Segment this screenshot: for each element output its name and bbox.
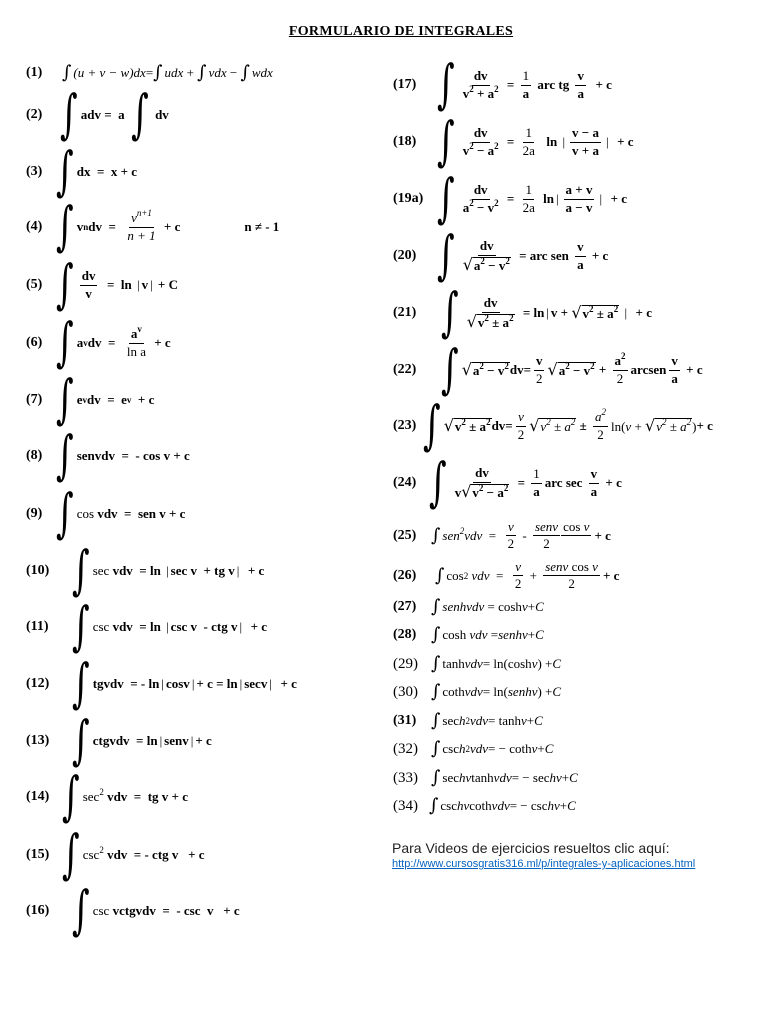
formula-expression: ∫ e v dv = e v + c bbox=[56, 369, 155, 431]
formula-33 bbox=[393, 769, 578, 787]
formula-expression: ∫ a v dv = $\frac{a^v}{\text{ln a}}$ + c bbox=[56, 312, 171, 374]
formula-expression: ∫ csc h 2 vdv = − coth v + C bbox=[431, 738, 554, 759]
formula-6 bbox=[26, 312, 171, 374]
formula-expression: ∫ $\csc^2$ vdv = - ctg v + c bbox=[62, 824, 205, 886]
formula-expression: ∫ sen$^2$vdv = $\frac{v}{2}$ - $\frac{\text{senv}}{2}$ cos v + c bbox=[431, 519, 611, 552]
formula-number: (1) bbox=[26, 65, 43, 80]
formula-expression: ∫ v n dv = $\frac{v^{n+1}}{n + 1}$ + c n ≠ - 1 bbox=[56, 196, 280, 258]
formula-expression: ∫ dv v √ $v^2 - a^2$ = $\frac{1}{a}$ arc sec $\frac{v}{a}$ + c bbox=[429, 452, 622, 514]
formula-expression: ∫ senvdv = - cos v + c bbox=[56, 425, 190, 487]
formula-expression: ∫ cosh vdv = senhv + C bbox=[431, 624, 544, 645]
formula-expression: ∫ √ $v^2 \pm a^2$ dv= $\frac{v}{2}$ √ $v^2 \pm a^2$ ± $\frac{a^2}{2}$ ln(v + √ $v^2 \pm a^2$ ) + c bbox=[423, 395, 713, 457]
formula-13 bbox=[26, 710, 212, 772]
formula-14 bbox=[26, 766, 188, 828]
formula-expression: ∫ dx = x + c bbox=[56, 141, 138, 203]
formula-19a bbox=[393, 168, 628, 230]
formula-31 bbox=[393, 712, 543, 730]
formula-expression: ∫ tgvdv = - ln | cosv | + c = ln | secv | + c bbox=[72, 653, 297, 715]
formula-2 bbox=[26, 84, 169, 146]
formula-20 bbox=[393, 225, 609, 287]
formula-number: (8) bbox=[26, 448, 43, 463]
formula-26 bbox=[393, 560, 619, 592]
formula-number: (20) bbox=[393, 248, 417, 263]
formula-number: (2) bbox=[26, 107, 43, 122]
page-title: FORMULARIO DE INTEGRALES bbox=[288, 24, 514, 39]
formula-expression: ∫ sec h 2 vdv = tanh v + C bbox=[431, 710, 543, 731]
formula-21 bbox=[393, 282, 652, 344]
formula-number: (14) bbox=[26, 789, 50, 804]
formula-4 bbox=[26, 196, 280, 258]
formula-24 bbox=[393, 452, 622, 514]
formula-expression: ∫ cos vdv = sen v + c bbox=[56, 483, 186, 545]
formula-1 bbox=[26, 64, 273, 82]
formula-number: (13) bbox=[26, 733, 50, 748]
formula-number: (16) bbox=[26, 903, 50, 918]
formula-expression: ∫ $\frac{dv}{v^2 - a^2}$ = $\frac{1}{2a}$ ln | $\frac{v - a}{v + a}$ | + c bbox=[437, 111, 634, 173]
formula-expression: ∫ csc hv coth vdv = − csc hv + C bbox=[429, 795, 576, 816]
videos-link[interactable]: http://www.cursosgratis316.ml/p/integrales-y-aplicaciones.html bbox=[392, 858, 696, 870]
formula-number: (21) bbox=[393, 305, 417, 320]
formula-12 bbox=[26, 653, 297, 715]
formula-17 bbox=[393, 54, 612, 116]
formula-28 bbox=[393, 626, 544, 644]
formula-29 bbox=[393, 655, 561, 673]
formula-number: (7) bbox=[26, 392, 43, 407]
formula-27 bbox=[393, 598, 544, 616]
formula-number: (22) bbox=[393, 362, 417, 377]
formula-number: (19a) bbox=[393, 191, 424, 206]
formula-condition: n ≠ - 1 bbox=[244, 219, 280, 234]
formula-expression: ∫ sec vdv = ln | sec v + tg v | + c bbox=[72, 540, 265, 602]
formula-23 bbox=[393, 395, 713, 457]
formula-number: (29) bbox=[393, 655, 418, 672]
formula-number: (12) bbox=[26, 676, 50, 691]
formula-number: (28) bbox=[393, 627, 417, 642]
formula-expression: ∫ coth vdv = ln( senhv ) + C bbox=[431, 681, 562, 702]
formula-9 bbox=[26, 483, 186, 545]
formula-expression: ∫ (u + v − w)dx = ∫ udx + ∫ vdx − ∫ wdx bbox=[62, 62, 273, 83]
formula-expression: ∫ csc vdv = ln | csc v - ctg v | + c bbox=[72, 596, 267, 658]
formula-expression: ∫ dv √ $v^2 \pm a^2$ = ln | v + √ $v^2 \pm a^2$ | + c bbox=[441, 282, 652, 344]
formula-expression: ∫ csc vctgvdv = - csc v + c bbox=[72, 880, 240, 942]
formula-11 bbox=[26, 596, 267, 658]
formula-expression: ∫ dv √ $a^2 - v^2$ = arc sen $\frac{v}{a}$ + c bbox=[437, 225, 609, 287]
formula-number: (17) bbox=[393, 77, 417, 92]
formula-number: (24) bbox=[393, 475, 417, 490]
formula-number: (5) bbox=[26, 277, 43, 292]
formula-expression: ∫ cos 2 vdv = $\frac{v}{2}$ + $\frac{\text{senv cos v}}{2}$ + c bbox=[435, 559, 620, 592]
formula-number: (25) bbox=[393, 527, 417, 543]
formula-number: (18) bbox=[393, 134, 417, 149]
formula-7 bbox=[26, 369, 155, 431]
formula-number: (34) bbox=[393, 797, 418, 814]
formula-25 bbox=[393, 520, 611, 552]
formula-10 bbox=[26, 540, 265, 602]
formula-number: (31) bbox=[393, 713, 417, 728]
formula-number: (32) bbox=[393, 740, 418, 757]
formula-expression: ∫ sec hv tanh vdv = − sec hv + C bbox=[431, 767, 578, 788]
formula-expression: ∫ √ $a^2 - v^2$ dv= $\frac{v}{2}$ √ $a^2 - v^2$ + $\frac{a^2}{2}$ arcsen $\frac{v}{a}$ + c bbox=[441, 339, 703, 401]
formula-expression: ∫ $\frac{dv}{v^2 + a^2}$ = $\frac{1}{a}$ arc tg $\frac{v}{a}$ + c bbox=[437, 54, 612, 116]
formula-number: (27) bbox=[393, 599, 417, 614]
formula-15 bbox=[26, 824, 205, 886]
formula-number: (9) bbox=[26, 506, 43, 521]
formula-5 bbox=[26, 254, 178, 316]
formula-expression: ∫ $\sec^2$ vdv = tg v + c bbox=[62, 766, 188, 828]
formula-number: (23) bbox=[393, 418, 417, 433]
formula-number: (10) bbox=[26, 563, 50, 578]
formula-expression: ∫ ctgvdv = ln | senv | + c bbox=[72, 710, 212, 772]
formula-8 bbox=[26, 425, 190, 487]
formula-expression: ∫ tanh vdv = ln(cosh v ) + C bbox=[431, 653, 562, 674]
formula-18 bbox=[393, 111, 634, 173]
formula-22 bbox=[393, 339, 703, 401]
formula-30 bbox=[393, 683, 561, 701]
footer-text: Para Videos de ejercicios resueltos clic aquí: bbox=[392, 840, 670, 856]
formula-number: (11) bbox=[26, 619, 49, 634]
formula-expression: ∫ $\frac{dv}{a^2 - v^2}$ = $\frac{1}{2a}$ ln | $\frac{a + v}{a - v}$ | + c bbox=[437, 168, 628, 230]
formula-expression: ∫ $\frac{dv}{v}$ = ln | v | + C bbox=[56, 254, 178, 316]
formula-32 bbox=[393, 740, 553, 758]
formula-34 bbox=[393, 797, 576, 815]
formula-number: (3) bbox=[26, 164, 43, 179]
formula-expression: ∫ senhvdv = cosh v + C bbox=[431, 596, 544, 617]
formula-3 bbox=[26, 141, 138, 203]
formula-number: (30) bbox=[393, 683, 418, 700]
formula-number: (4) bbox=[26, 219, 43, 234]
formula-16 bbox=[26, 880, 240, 942]
formula-number: (6) bbox=[26, 335, 43, 350]
formula-expression: ∫ adv = a ∫ dv bbox=[60, 84, 169, 146]
formula-number: (26) bbox=[393, 567, 417, 583]
formula-number: (15) bbox=[26, 847, 50, 862]
formula-number: (33) bbox=[393, 769, 418, 786]
